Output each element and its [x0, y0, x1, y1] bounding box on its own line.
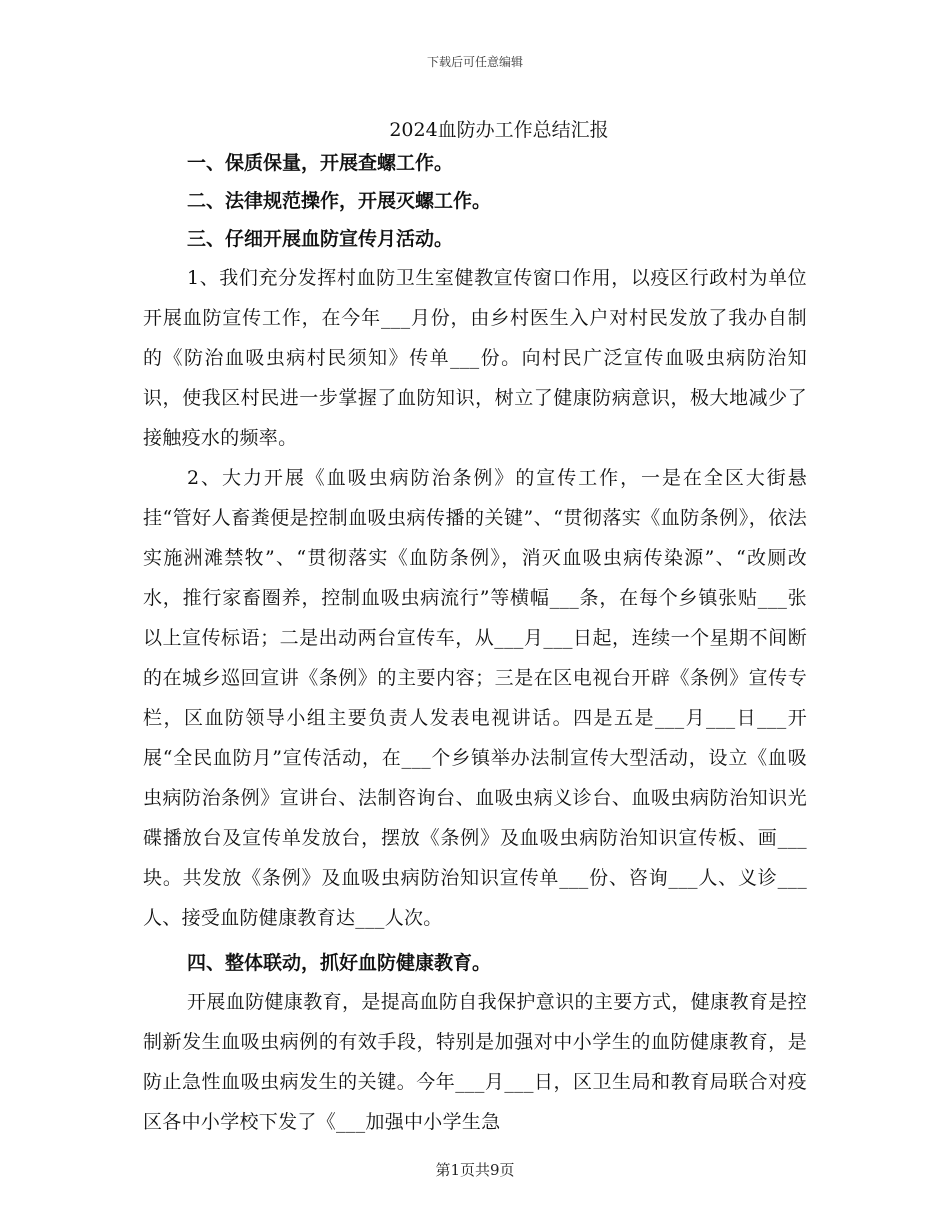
section-heading-3: 三、仔细开展血防宣传月活动。 — [187, 228, 454, 250]
paragraph-publicity-2: 2、大力开展《血吸虫病防治条例》的宣传工作，一是在全区大街悬挂“管好人畜粪便是控制血吸虫病传播的关键”、“贯彻落实《血防条例》，依法实施洲滩禁牧”、“贯彻落实《血防条例》，消灭血吸虫病传染源”、“改厕改水，推行家畜圈养，控制血吸虫病流行”等横幅___条，在每个乡镇张贴___张以上宣传标语；二是出动两台宣传车，从___月___日起，连续一个星期不间断的在城乡巡回宣讲《条例》的主要内容；三是在区电视台开辟《条例》宣传专栏，区血防领导小组主要负责人发表电视讲话。四是五是___月___日___开展“全民血防月”宣传活动，在___个乡镇举办法制宣传大型活动，设立《血吸虫病防治条例》宣讲台、法制咨询台、血吸虫病义诊台、血吸虫病防治知识光碟播放台及宣传单发放台，摆放《条例》及血吸虫病防治知识宣传板、画___块。共发放《条例》及血吸虫病防治知识宣传单___份、咨询___人、义诊___人、接受血防健康教育达___人次。 — [143, 467, 807, 929]
section-heading-1: 一、保质保量，开展查螺工作。 — [187, 152, 454, 174]
paragraph-health-education: 开展血防健康教育，是提高血防自我保护意识的主要方式，健康教育是控制新发生血吸虫病例的有效手段，特别是加强对中小学生的血防健康教育，是防止急性血吸虫病发生的关键。今年___月___日，区卫生局和教育局联合对疫区各中小学校下发了《___加强中小学生急 — [143, 991, 807, 1133]
document-title: 2024血防办工作总结汇报 — [389, 119, 609, 141]
section-heading-2: 二、法律规范操作，开展灭螺工作。 — [187, 190, 492, 212]
page-number-footer: 第1页共9页 — [435, 1161, 515, 1179]
section-heading-4: 四、整体联动，抓好血防健康教育。 — [187, 952, 492, 974]
paragraph-publicity-1: 1、我们充分发挥村血防卫生室健教宣传窗口作用，以疫区行政村为单位开展血防宣传工作，在今年___月份，由乡村医生入户对村民发放了我办自制的《防治血吸虫病村民须知》传单___份。向村民广泛宣传血吸虫病防治知识，使我区村民进一步掌握了血防知识，树立了健康防病意识，极大地减少了接触疫水的频率。 — [143, 267, 807, 449]
page-header-note: 下载后可任意编辑 — [426, 55, 523, 69]
document-body — [143, 144, 807, 1142]
